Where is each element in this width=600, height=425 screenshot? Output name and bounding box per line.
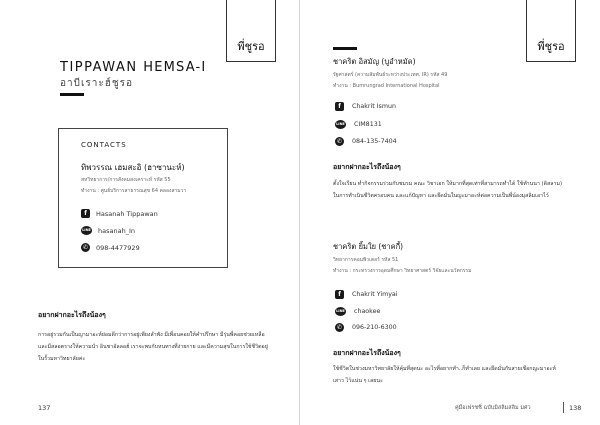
person1-name: ชาคริต อิสมัญ (บูอำหมัด) bbox=[333, 57, 416, 66]
person2-section-title: อยากฝากอะไรถึงน้องๆ bbox=[333, 349, 401, 357]
person1-phone: 084-135-7404 bbox=[352, 138, 397, 145]
person2-name: ชาคริต ยิ้มใย (ชาคกี้) bbox=[333, 242, 404, 251]
contact-card bbox=[58, 128, 228, 268]
person2-phone: 096-210-6300 bbox=[352, 324, 397, 331]
footer-separator bbox=[563, 402, 564, 413]
phone-icon: ✆ bbox=[82, 244, 89, 251]
footer-book-title: คู่มือเฟรชชี่ ฉบับมิสลิมสลิม มศว bbox=[455, 405, 531, 411]
tab-right bbox=[526, 0, 576, 62]
phone-number: 098-4477929 bbox=[96, 243, 140, 252]
person-nickname: อาบีเราะฮ์ชูรอ bbox=[60, 78, 134, 89]
left-paragraph: การอยู่รวมกันเป็นญามาอะห์ย่อมดีกว่าการอยู่เพียงลำพัง มีเพื่อนคอยให้คำปรึกษา มีรุ่นพี่คอยช่วยเหลือ และมีสลอตรางให้ความนำ อินชาอัลลอฮ์ เราจะพบกับหนทางที่ง่ายกาย และมีความสุขในการใช้ชีวิตอยู่ในรั้วมหาวิทยาลัยค่ะ bbox=[38, 332, 268, 362]
tab-left bbox=[226, 0, 276, 62]
person1-paragraph: ตั้งใจเรียน ทำกิจกรรมร่วมกับชมรม คณะ วิชาเอก ให้มากที่สุดเท่าที่สามารถทำได้ ใช้ทำนนา (ดิสลาม) ในการทำเนินชีวิตครอบคน และแก้ปัญหา และยึดมั่นในญะมาอะห์ต่อความเป็นพี่น้องมุสลิมเอาไว้ bbox=[333, 181, 563, 199]
tab-right-label: พี่ชูรอ bbox=[537, 40, 565, 53]
person2-faculty: วิทยาการคอมพิวเตอร์ รหัส 51 bbox=[333, 257, 399, 263]
line-icon: LINE bbox=[335, 307, 346, 316]
facebook-icon: f bbox=[81, 209, 90, 218]
person1-phone-row[interactable] bbox=[335, 137, 397, 146]
page-number-right: 138 bbox=[569, 404, 582, 412]
person2-line: chaokee bbox=[354, 308, 381, 315]
contact-name-thai: ทิพวรรณ เฮมสะอิ (ฮาซานะห์) bbox=[81, 163, 185, 172]
person1-line: CIM8131 bbox=[354, 121, 382, 128]
facebook-icon: f bbox=[335, 290, 344, 299]
phone-icon: ✆ bbox=[336, 138, 343, 145]
person1-facebook-row[interactable] bbox=[335, 102, 396, 111]
right-title-underline bbox=[333, 47, 357, 50]
person2-work: ทำงาน : กระทรวงการอุดมศึกษา วิทยาศาสตร์ วิจัยและนวัตกรรม bbox=[333, 268, 472, 274]
title-underline bbox=[60, 93, 84, 96]
line-icon: LINE bbox=[335, 120, 346, 129]
line-id: hasanah_In bbox=[98, 226, 135, 235]
person1-facebook: Chakrit Ismun bbox=[352, 103, 396, 110]
person1-line-row[interactable] bbox=[335, 120, 382, 129]
person2-facebook: Chakrit Yimyai bbox=[352, 291, 398, 298]
facebook-icon: f bbox=[335, 102, 344, 111]
last-name: HEMSA-I bbox=[143, 60, 207, 75]
person2-line-row[interactable] bbox=[335, 307, 380, 316]
left-section-title: อยากฝากอะไรถึงน้องๆ bbox=[38, 311, 106, 319]
contact-faculty: สหวิทยาการ/การสังคมสงเคราะห์ รหัส 55 bbox=[81, 177, 171, 183]
page-number-left: 137 bbox=[38, 404, 51, 412]
contact-work: ทำงาน : ศูนย์บริการสาธารณสุข 64 คลองสามวา bbox=[81, 188, 187, 194]
contact-phone-row[interactable] bbox=[81, 243, 140, 252]
person1-faculty: รัฐศาสตร์ (ความสัมพันธ์ระหว่างประเทศ, IR) รหัส 49 bbox=[333, 72, 448, 78]
person1-work: ทำงาน : Bumrungrad International Hospital bbox=[333, 83, 440, 89]
person1-section-title: อยากฝากอะไรถึงน้องๆ bbox=[333, 163, 401, 171]
first-name: TIPPAWAN bbox=[60, 60, 138, 75]
contacts-heading: CONTACTS bbox=[81, 141, 127, 149]
person2-facebook-row[interactable] bbox=[335, 290, 398, 299]
person2-paragraph: ใช้ชีวิตในช่วงมหาวิทยาลัยให้คุ้มที่สุดนะ อะไรที่อยากทำ..ก็ทำเลย และยึดมั่นกับสายเชือกญะมาอะห์ เสาว ไว้แน่น ๆ เลยนะ bbox=[333, 366, 556, 384]
person-name-english bbox=[60, 60, 206, 75]
tab-left-label: พี่ชูรอ bbox=[237, 40, 265, 53]
phone-icon: ✆ bbox=[336, 324, 343, 331]
person2-phone-row[interactable] bbox=[335, 323, 397, 332]
line-icon: LINE bbox=[81, 226, 92, 235]
contact-facebook-row[interactable] bbox=[81, 209, 158, 218]
contact-line-row[interactable] bbox=[81, 226, 135, 235]
facebook-name: Hasanah Tippawan bbox=[96, 209, 158, 218]
